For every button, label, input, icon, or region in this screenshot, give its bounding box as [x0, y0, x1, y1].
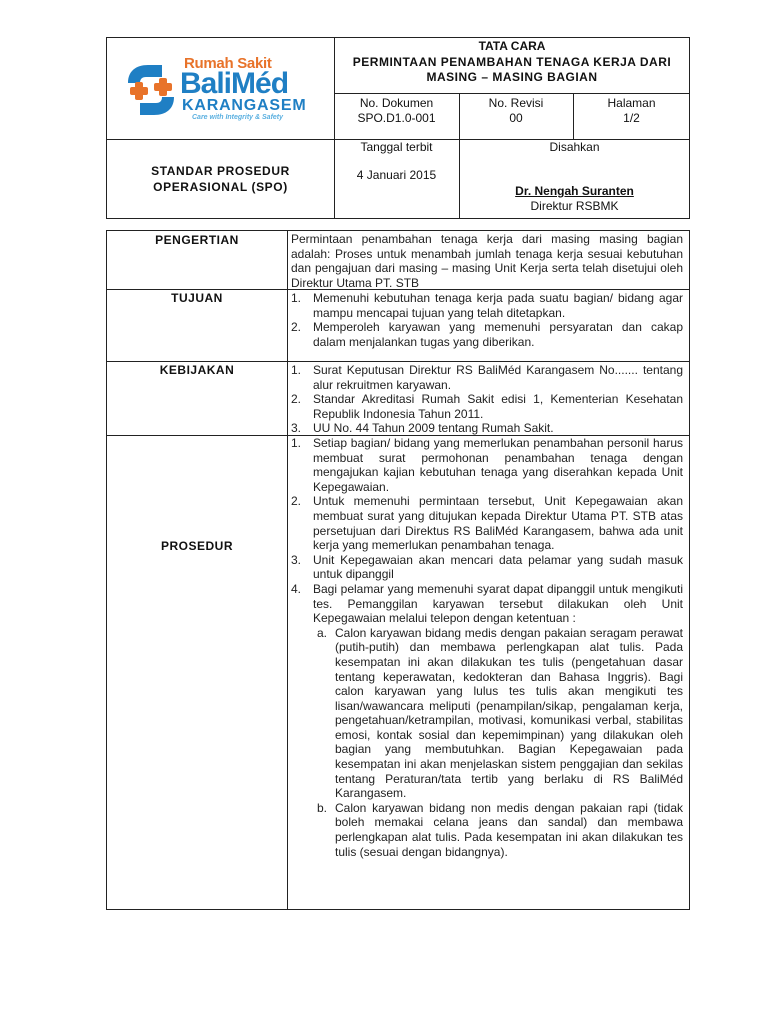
spo-line-1: STANDAR PROSEDUR — [151, 164, 290, 178]
revision-label: No. Revisi — [488, 96, 544, 110]
date-label: Tanggal terbit — [360, 140, 433, 154]
logo-top-text: Rumah Sakit — [184, 55, 272, 72]
list-item: 1. Memenuhi kebutuhan tenaga kerja pada suatu bagian/ bidang agar mampu mencapai tujuan yang telah ditetapkan. — [291, 291, 683, 320]
hospital-logo — [122, 57, 312, 123]
signer-name: Dr. Nengah Suranten — [515, 184, 634, 198]
doc-no-value: SPO.D1.0-001 — [357, 111, 436, 125]
spo-line-2: OPERASIONAL (SPO) — [153, 180, 288, 194]
pengertian-text: Permintaan penambahan tenaga kerja dari masing masing bagian adalah: Proses untuk menambah jumlah tenaga kerja sesuai kebutuhan dan pengajuan dari masing – masing Unit Kerja serta telah disetujui oleh Direktur Utama PT. STB — [291, 232, 683, 290]
label-tujuan: TUJUAN — [171, 291, 223, 305]
content-table — [106, 230, 690, 910]
title-line-3: MASING – MASING BAGIAN — [426, 70, 598, 84]
label-prosedur: PROSEDUR — [160, 539, 233, 553]
label-kebijakan: KEBIJAKAN — [159, 363, 235, 377]
list-item: 1. Surat Keputusan Direktur RS BaliMéd Karangasem No....... tentang alur rekruitmen karyawan. — [291, 363, 683, 392]
list-item: 2. Untuk memenuhi permintaan tersebut, Unit Kepegawaian akan membuat surat yang ditujukan kepada Direktur Utama PT. STB atas persetujuan dari Direktus RS BaliMéd Karangasem, bahwa ada unit kerja yang memerlukan penambahan tenaga. — [291, 494, 683, 553]
page-value: 1/2 — [623, 111, 640, 125]
logo-location: KARANGASEM — [182, 97, 307, 114]
logo-name: BaliMéd — [180, 67, 289, 100]
list-item: 3. UU No. 44 Tahun 2009 tentang Rumah Sakit. — [291, 421, 554, 436]
doc-no-label: No. Dokumen — [359, 96, 434, 110]
title-line-1: TATA CARA — [478, 39, 546, 53]
list-item: 2. Memperoleh karyawan yang memenuhi persyaratan dan cakap dalam menjalankan tugas yang diberikan. — [291, 320, 683, 349]
signer-title: Direktur RSBMK — [530, 199, 619, 213]
title-line-2: PERMINTAAN PENAMBAHAN TENAGA KERJA DARI — [352, 55, 672, 69]
logo-tagline: Care with Integrity & Safety — [192, 114, 284, 121]
revision-value: 00 — [509, 111, 523, 125]
approved-label: Disahkan — [549, 140, 600, 154]
sub-list-item: b. Calon karyawan bidang non medis dengan pakaian rapi (tidak boleh memakai celana jeans dan sandal) dan membawa perlengkapan alat tulis. Pada kesempatan ini akan dilakukan tes tulis (sesuai dengan bidangnya). — [317, 800, 683, 859]
list-item: 1. Setiap bagian/ bidang yang memerlukan penambahan personil harus membuat surat permohonan penambahan tenaga dengan mengajukan kajian kebutuhan tenaga yang diserahkan kepada Unit Kepegawaian. — [291, 436, 683, 494]
list-item: 4. Bagi pelamar yang memenuhi syarat dapat dipanggil untuk mengikuti tes. Pemanggilan karyawan tersebut dilakukan oleh Unit Kepegawaian melalui telepon dengan ketentuan : — [291, 581, 683, 626]
list-item: 3. Unit Kepegawaian akan mencari data pelamar yang sudah masuk untuk dipanggil — [291, 552, 683, 582]
label-pengertian: PENGERTIAN — [155, 233, 239, 247]
prosedur-list — [291, 436, 683, 859]
date-value: 4 Januari 2015 — [356, 168, 437, 182]
tujuan-list — [291, 291, 683, 349]
page-label: Halaman — [607, 96, 656, 110]
logo-emblem-icon — [122, 61, 180, 119]
kebijakan-list — [291, 363, 683, 436]
list-item: 2. Standar Akreditasi Rumah Sakit edisi 1, Kementerian Kesehatan Republik Indonesia Tahun 2011. — [291, 392, 683, 421]
sub-list-item: a. Calon karyawan bidang medis dengan pakaian seragam perawat (putih-putih) dan membawa perlengkapan alat tulis. Pada kesempatan ini akan dilakukan tes tulis (pengetahuan dasar tentang keperawatan, kedokteran dan Bahasa Inggris). Bagi calon karyawan yang lulus tes tulis akan mengikuti tes lisan/wawancara meliputi (penampilan/sikap, pengalaman kerja, pengetahuan/ketrampilan, motivasi, komunikasi verbal, stabilitas emosi, kontak sosial dan kepemimpinan) yang dilakukan oleh bagian yang membutuhkan. Bagian Kepegawaian pada kesempatan ini akan menjelaskan sistem penggajian dan sekilas tentang Peraturan/tata tertib yang berlaku di RS BaliMéd Karangasem. — [317, 625, 683, 801]
